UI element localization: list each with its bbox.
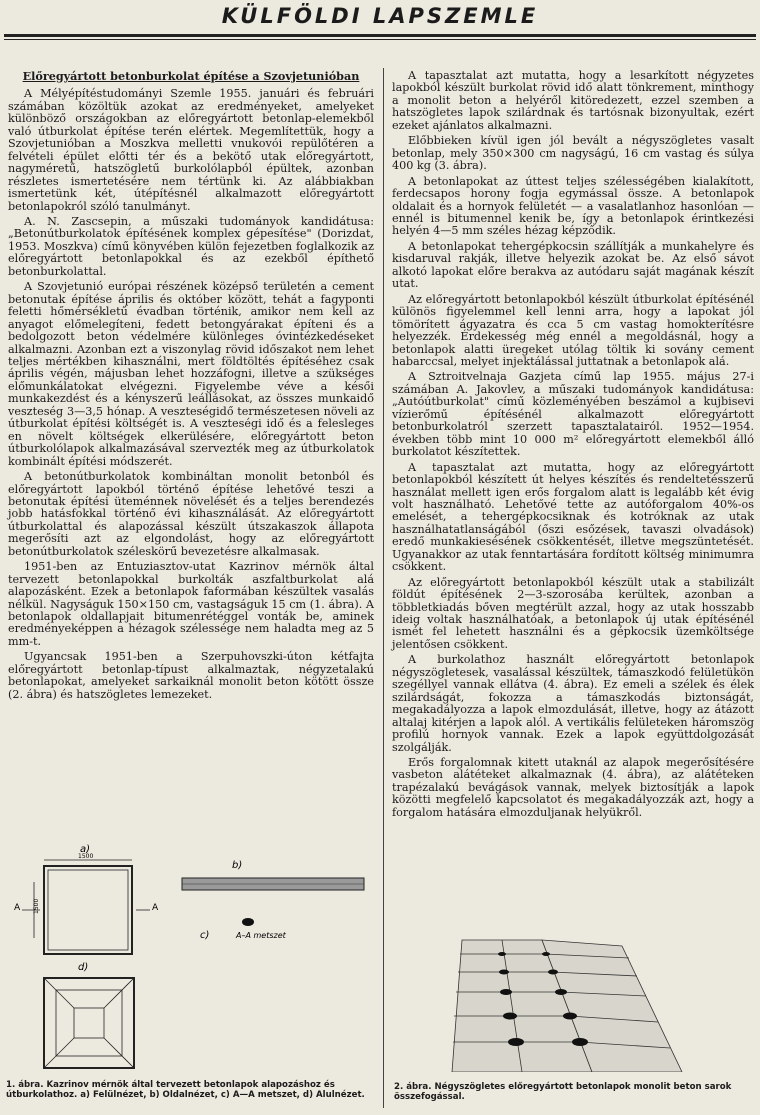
article-heading: Előregyártott betonburkolat építése a Szovjetunióban: [22, 69, 360, 83]
fig1-dim-side: 1500: [33, 898, 40, 914]
fig1-label-d: d): [78, 962, 89, 973]
paragraph: Az előregyártott betonlapokból készült utak a stabilizált földút építésének 2—3-szorosába kerültek, azonban a többletkiadás bőven megtérült azzal, hogy az utak hosszabb ideig voltak használhatóak, a betonlapok új utak építésénél ismét fel lehetett használni és a gépkocsik üzemköltsége jelentősen csökkent.: [392, 575, 754, 651]
figure-1-caption: 1. ábra. Kazrinov mérnök által tervezett betonlapok alapozáshoz és útburkolathoz. a) Felülnézet, b) Oldalnézet, c) A—A metszet, d) Alulnézet.: [6, 1080, 365, 1100]
paragraph: A Sztroitvelnaja Gazjeta című lap 1955. május 27-i számában A. Jakovlev, a műszaki tudományok kandidátusa: „Autóútburkolat" című közleményében beszámol a kujbisevi vízierőmű építésénél alkalmazott előregyártott betonburkolatról szerzett tapasztalatairól. 1952—1954. években több mint 10 000 m² előregyártott elemekből álló burkolatot készítettek.: [392, 370, 754, 459]
fig1-plan-outline: [44, 866, 132, 954]
paragraph: A tapasztalat azt mutatta, hogy a lesarkított négyzetes lapokból készült burkolat rövid idő alatt tönkrement, minthogy a monolit beton a helyéről kitöredezett, ezzel szemben a hatszögletes lapok szilárdnak és tartósnak bizonyultak, ezért ezeket ajánlatos alkalmazni.: [392, 69, 754, 132]
figure-1: [4, 838, 376, 1070]
fig1-marker-left: A: [14, 903, 21, 913]
title-rule-thin: [4, 39, 756, 40]
paragraph: Erős forgalomnak kitett utaknál az alapok megerősítésére vasbeton alátéteket alkalmaznak (4. ábra), az alátéteken trapézalakú bevágások vannak, melyek biztosítják a lapok közötti megfelelő kapcsolatot és megakadályozzák azt, hogy a forgalom hatására elmozduljanak helyükről.: [392, 756, 754, 819]
left-column: [8, 70, 374, 704]
paragraph: Ugyancsak 1951-ben a Szerpuhovszki-úton kétfajta előregyártott betonlap-típust alkalmaztak, négyzetalakú betonlapokat, amelyeket sarkaiknál monolit beton kötött össze (2. ábra) és hatszögletes lemezeket.: [8, 650, 374, 701]
paragraph: A betonútburkolatok kombináltan monolit betonból és előregyártott lapokból történő építése lehetővé teszi a betonutak építési üteménnek növelését és a teljes berendezés jobb hatásfokkal történő évi kihasználását. Az előregyártott útburkolattal és alapozással készült útszakaszok állapota megerősíti azt az elgondolást, hogy az előregyártott betonútburkolatok széleskörű bevezetésre alkalmasak.: [8, 470, 374, 558]
fig1-label-c: c): [200, 930, 210, 941]
paragraph: A Szovjetunió európai részének középső területén a cement betonutak építése április és október között, tehát a fagyponti feletti hőmérsékletű évadban történik, amikor nem kell az anyagot előmelegíteni, fedett betongyárakat építeni és a bedolgozott beton védelmére különleges óvintézkedéseket alkalmazni. Azonban ezt a viszonylag rövid időszakot nem lehet teljes mértékben kihasználni, mert földtöltés építéséhez csak április végén, májusban lehet hozzáfogni, illetve a szükséges előmunkálatokat elvégezni. Figyelembe véve a késői munkakezdést és a kényszerű leállásokat, az összes munkaidő veszteség 3—3,5 hónap. A veszteségidő természetesen növeli az útburkolat építési költségét is. A veszteségi idő és a felesleges en növelt költségek elkerülésére, előregyártott beton útburkolólapok alkalmazásával szervezték meg az útburkolatok kombinált építési módszerét.: [8, 280, 374, 468]
fig1-plan-inner: [48, 870, 128, 950]
paragraph: A burkolathoz használt előregyártott betonlapok négyszögletesek, vasalással készültek, támaszkodó felületükön szegéllyel vannak ellátva (4. ábra). Ez emeli a szélek és élek szilárdságát, fokozza a támaszkodás biztonságát, megakadályozza a lapok elmozdulását, illetve, hogy az átázott altalaj kitérjen a lapok alól. A vertikális felületeken háromszög profilú hornyok vannak. Ezek a lapok együttdolgozását szolgálják.: [392, 653, 754, 754]
figure-2: [392, 932, 756, 1072]
page-title: KÜLFÖLDI LAPSZEMLE: [221, 4, 539, 28]
paragraph: Az előregyártott betonlapokból készült útburkolat építésénél különös figyelemmel kell lenni arra, hogy a lapokat jól tömörített ágyazatra és cca 5 cm vastag homokterítésre helyezzék. Érdekesség még ennél a megoldásnál, hogy a betonlapok alatti üregeket utólag töltik ki sovány cement habarccsal, melyet injektálással juttatnak a betonlapok alá.: [392, 292, 754, 368]
figure-1-drawing: [4, 838, 376, 1070]
paragraph: A tapasztalat azt mutatta, hogy az előregyártott betonlapokból készített út helyes készítés és rendeltetésszerű használat mellett igen erős forgalom alatt is legalább két évig volt használható. Lehetővé tette az autóforgalom 40%-os emelését, a tehergépkocsiknak és kotróknak az utak használhatatlanságából (őszi esőzések, tavaszi olvadások) eredő munkakiesésének csökkentését, illetve megszüntetését. Ugyanakkor az utak fenntartására fordított költség minimumra csökkent.: [392, 460, 754, 574]
paragraph: A betonlapokat az úttest teljes szélességében kialakított, ferdecsapos horony fogja egymással össze. A betonlapok oldalait és a hornyok felületét — a vasalatlanhoz hasonlóan — ennél is bitumennel kenik be, így a betonlapok érintkezési helyén 4—5 mm széles hézag képződik.: [392, 174, 754, 238]
paragraph: Előbbieken kívül igen jól bevált a négyszögletes vasalt betonlap, mely 350×300 cm nagyságú, 16 cm vastag és súlya 400 kg (3. ábra).: [392, 134, 754, 173]
figure-2-caption: 2. ábra. Négyszögletes előregyártott betonlapok monolit beton sarok összefogással.: [394, 1082, 732, 1102]
fig1-label-a: a): [80, 844, 91, 855]
figure-2-drawing: [392, 932, 756, 1072]
fig1-section-label: A–A metszet: [236, 931, 286, 940]
title-rule: [4, 34, 756, 37]
paragraph: A. N. Zascsepin, a műszaki tudományok kandidátusa: „Betonútburkolatok építésének komplex gépesítése" (Dorizdat, 1953. Moszkva) című könyvében külön fejezetben foglalkozik az előregyártott betonlapokkal és az ezekből építhető betonburkolattal.: [8, 214, 374, 278]
fig1-section-mark: [242, 918, 254, 926]
paragraph: A betonlapokat tehergépkocsin szállítják a munkahelyre és kisdaruval rakják, illetve helyezik azokat be. Az első sávot alkotó lapokat előre berakva az autódaru saját magának készít utat.: [392, 239, 754, 291]
fig1-marker-right: A: [152, 903, 159, 913]
fig1-label-b: b): [232, 860, 243, 871]
right-column: [392, 70, 754, 822]
fig1-dim-top: 1500: [78, 853, 94, 860]
paragraph: 1951-ben az Entuziasztov-utat Kazrinov mérnök által tervezett betonlapokkal burkolták aszfaltburkolat alá alapozásként. Ezek a betonlapok faformában készültek vasalás nélkül. Nagyságuk 150×150 cm, vastagságuk 15 cm (1. ábra). A betonlapok oldallapjait bitumenrétéggel vonták be, aminek eredményeképpen a hézagok szélessége nem haladta meg az 5 mm-t.: [8, 560, 374, 648]
paragraph: A Mélyépítéstudományi Szemle 1955. januári és februári számában közöltük azokat az eredményeket, amelyeket különböző országokban az előregyártott betonlap-elemekből való útburkolat építése terén elértek. Megemlítettük, hogy a Szovjetunióban a Moszkva melletti vnukovói repülőtéren a felvételi épület előtti tér és a bekötő utak előregyártott, nagyméretű, hatszögletű burkolólapból épültek, azonban részletes ismertetésére nem tértünk ki. Az alábbiakban ismertetünk két, útépítésnél alkalmazott előregyártott betonlapokról szóló tanulmányt.: [8, 87, 374, 213]
column-divider: [383, 68, 384, 1108]
